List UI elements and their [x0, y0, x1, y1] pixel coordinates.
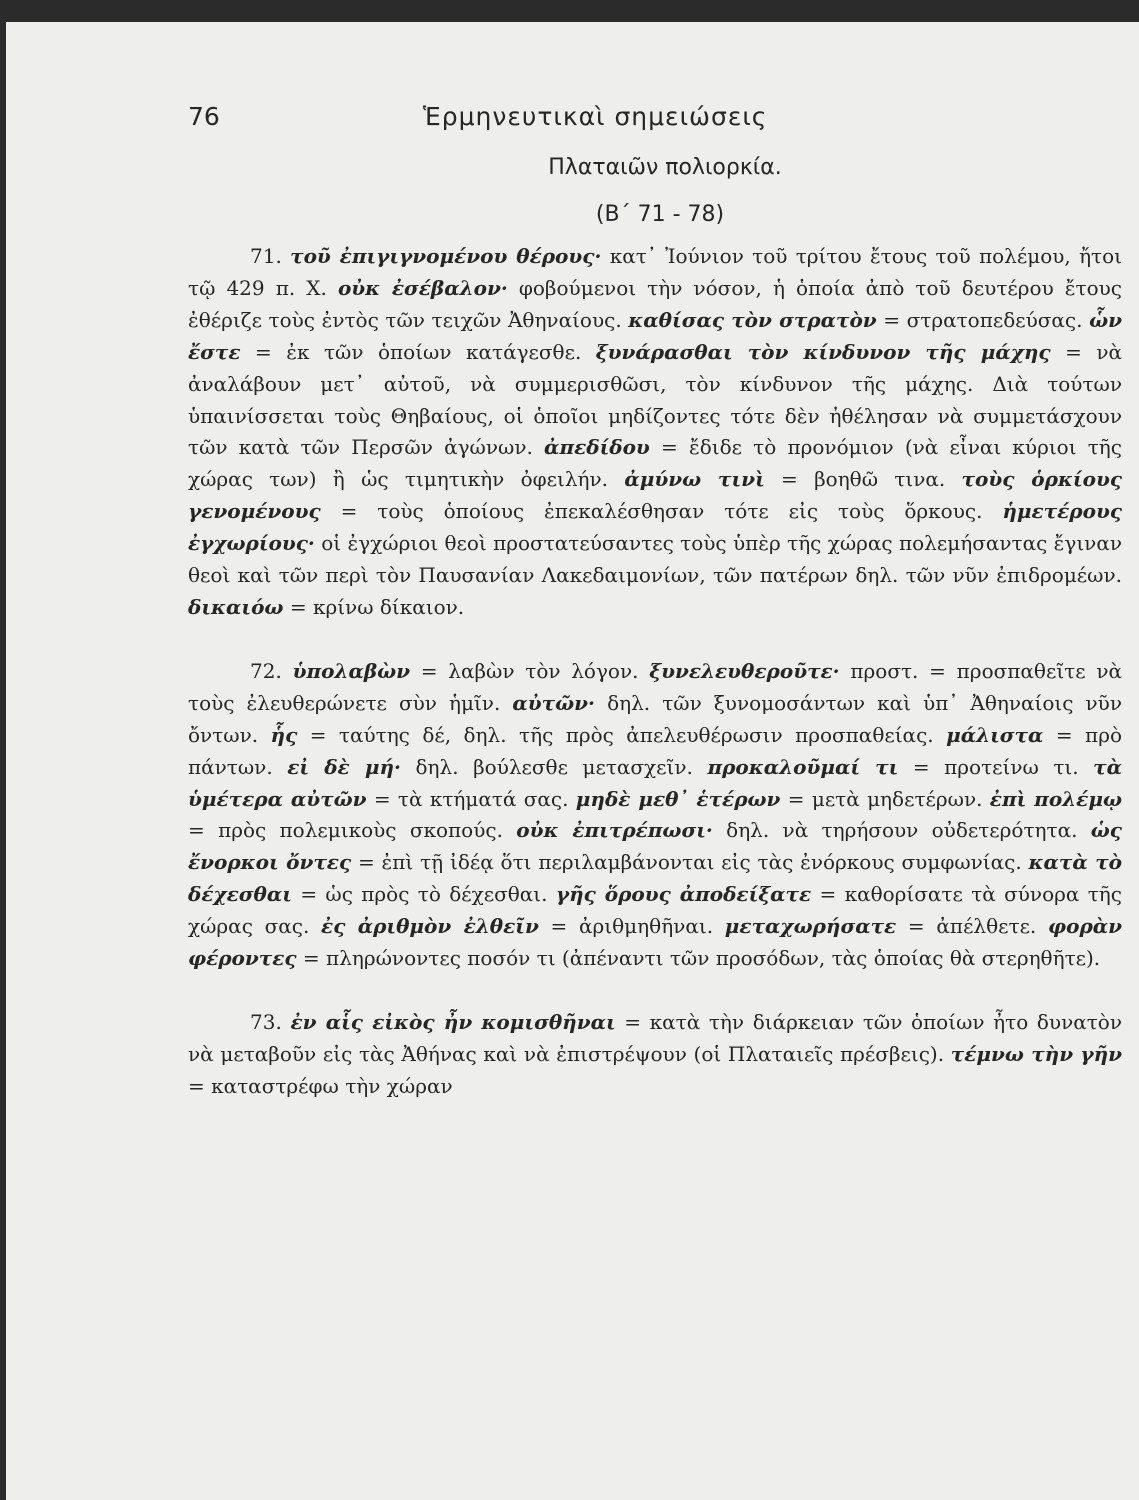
paragraph-number: 71.	[250, 244, 282, 268]
gloss-text: = ἐκ τῶν ὁποίων κατάγεσθε.	[240, 339, 596, 364]
gloss-text: = ἐπὶ τῇ ἰδέᾳ ὅτι περιλαμβάνονται εἰς τὰς ἐνόρκους συμφωνίας.	[351, 850, 1029, 875]
lemma-term: ἀμύνω τινὶ	[624, 467, 765, 492]
lemma-term: ὡς ἔνορκοι ὄντες	[188, 818, 1122, 875]
lemma-term: εἰ δὲ μή·	[287, 754, 401, 779]
lemma-term: ἡμετέρους ἐγχωρίους·	[188, 499, 1122, 556]
gloss-text: = τὰ κτήματά σας.	[366, 786, 576, 811]
lemma-term: ἐν αἷς εἰκὸς ἦν κομισθῆναι	[290, 1009, 616, 1034]
lemma-term: αὐτῶν·	[512, 690, 595, 715]
gloss-text: = λαβὼν τὸν λόγον.	[410, 658, 650, 683]
gloss-text: οἱ ἐγχώριοι θεοὶ προστατεύσαντες τοὺς ὑπὲρ τῆς χώρας πολεμήσαντας ἔγιναν θεοὶ καὶ τῶν περὶ τὸν Παυσανίαν Λακεδαιμονίων, τῶν πατέρων δηλ. τῶν νῦν ἐπιδρομέων.	[188, 531, 1122, 588]
lemma-term: καθίσας τὸν στρατὸν	[628, 307, 877, 332]
gloss-text: κατ᾽ Ἰούνιον τοῦ τρίτου ἔτους τοῦ πολέμου, ἤτοι τῷ 429 π. Χ.	[188, 244, 1123, 300]
gloss-text: = πρὸς πολεμικοὺς σκοπούς.	[188, 818, 517, 843]
gloss-text: = ταύτης δέ, δηλ. τῆς πρὸς ἀπελευθέρωσιν προσπαθείας.	[297, 722, 947, 747]
gloss-text: = ἔδιδε τὸ προνόμιον (νὰ εἶναι κύριοι τῆς χώρας των) ἢ ὡς τιμητικὴν ὀφειλήν.	[188, 435, 1122, 492]
gloss-text: = πρὸ πάντων.	[188, 722, 1122, 779]
gloss-text: δηλ. νὰ τηρήσουν οὐδετερότητα.	[712, 818, 1091, 843]
section-title: Πλαταιῶν πολιορκία.	[548, 155, 782, 180]
lemma-term: δικαιόω	[188, 594, 284, 619]
lemma-term: τοῦ ἐπιγιγνομένου θέρους·	[290, 244, 602, 268]
lemma-term: ὑπολαβὼν	[292, 658, 411, 683]
gloss-text: = μετὰ μηδετέρων.	[780, 786, 990, 811]
lemma-term: οὐκ ἐπιτρέπωσι·	[516, 818, 713, 843]
lemma-term: ὧν ἔστε	[188, 307, 1122, 364]
lemma-term: ἧς	[270, 722, 298, 747]
lemma-term: τοὺς ὁρκίους γενομένους	[188, 467, 1122, 524]
lemma-term: ξυνελευθεροῦτε·	[649, 658, 840, 683]
paragraph-number: 72.	[250, 658, 282, 683]
gloss-text: = πληρώνοντες ποσόν τι (ἀπέναντι τῶν προσόδων, τὰς ὁποίας θὰ στερηθῆτε).	[296, 946, 1101, 971]
page-header	[188, 102, 1122, 152]
lemma-term: ἐπὶ πολέμῳ	[989, 786, 1123, 811]
gloss-text: προστ. = προσπαθεῖτε νὰ τοὺς ἐλευθερώνετε σὺν ἡμῖν.	[188, 658, 1122, 715]
gloss-text: = στρατοπεδεύσας.	[876, 307, 1090, 332]
scanned-page	[6, 22, 1139, 1500]
lemma-term: μεταχωρήσατε	[724, 914, 897, 939]
gloss-text: = κρίνω δίκαιον.	[283, 594, 465, 619]
page-number: 76	[188, 102, 220, 131]
gloss-text: = τοὺς ὁποίους ἐπεκαλέσθησαν τότε εἰς τοὺς ὅρκους.	[320, 499, 1003, 524]
lemma-term: μηδὲ μεθ᾽ ἑτέρων	[575, 786, 781, 811]
lemma-term: ἐς ἀριθμὸν ἐλθεῖν	[321, 914, 539, 939]
paragraph-number: 73.	[250, 1009, 282, 1034]
gloss-text: = ὡς πρὸς τὸ δέχεσθαι.	[291, 882, 556, 907]
gloss-text: δηλ. τῶν ξυνομοσάντων καὶ ὑπ᾽ Ἀθηναίοις νῦν ὄντων.	[188, 690, 1123, 747]
lemma-term: τὰ ὑμέτερα αὐτῶν	[188, 754, 1122, 811]
lemma-term: γῆς ὅρους ἀποδείξατε	[555, 882, 812, 907]
lemma-term: οὐκ ἐσέβαλον·	[337, 275, 508, 300]
gloss-text: = καθορίσατε τὰ σύνορα τῆς χώρας σας.	[188, 882, 1122, 939]
gloss-text: = κατὰ τὴν διάρκειαν τῶν ὁποίων ἦτο δυνατὸν νὰ μεταβοῦν εἰς τὰς Ἀθήνας καὶ νὰ ἐπιστρέψουν (οἱ Πλαταιεῖς πρέσβεις).	[188, 1009, 1123, 1066]
page-content	[188, 102, 1122, 1103]
lemma-term: προκαλοῦμαί τι	[707, 754, 899, 779]
gloss-text: = καταστρέφω τὴν χώραν	[188, 1073, 453, 1098]
lemma-term: μάλιστα	[946, 722, 1044, 747]
paragraph-71	[188, 241, 1122, 624]
gloss-text: φοβούμενοι τὴν νόσον, ἡ ὁποία ἀπὸ τοῦ δευτέρου ἔτους ἐθέριζε τοὺς ἐντὸς τῶν τειχῶν Ἀθηναίους.	[188, 275, 1123, 332]
gloss-text: δηλ. βούλεσθε μετασχεῖν.	[400, 754, 708, 779]
lemma-term: ξυνάρασθαι τὸν κίνδυνον τῆς μάχης	[595, 339, 1051, 364]
lemma-term: ἀπεδίδου	[544, 435, 650, 460]
paragraph-73	[188, 1007, 1122, 1103]
gloss-text: = βοηθῶ τινα.	[764, 467, 962, 492]
running-title: Ἑρμηνευτικαὶ σημειώσεις	[423, 102, 768, 131]
paragraph-72	[188, 656, 1122, 975]
lemma-term: κατὰ τὸ δέχεσθαι	[188, 850, 1123, 907]
gloss-text: = νὰ ἀναλάβουν μετ᾽ αὐτοῦ, νὰ συμμερισθῶσι, τὸν κίνδυνον τῆς μάχης. Διὰ τούτων ὑπαινίσσεται τοὺς Θηβαίους, οἱ ὁποῖοι μηδίζοντες τότε δὲν ἠθέλησαν νὰ συμμετάσχουν τῶν κατὰ τῶν Περσῶν ἀγώνων.	[188, 339, 1122, 460]
gloss-text: = ἀριθμηθῆναι.	[538, 914, 725, 939]
gloss-text: = ἀπέλθετε.	[896, 914, 1049, 939]
gloss-text: = προτείνω τι.	[898, 754, 1094, 779]
lemma-term: φορὰν φέροντες	[188, 914, 1123, 971]
section-range: (Β΄ 71 - 78)	[595, 202, 725, 227]
lemma-term: τέμνω τὴν γῆν	[950, 1041, 1122, 1066]
